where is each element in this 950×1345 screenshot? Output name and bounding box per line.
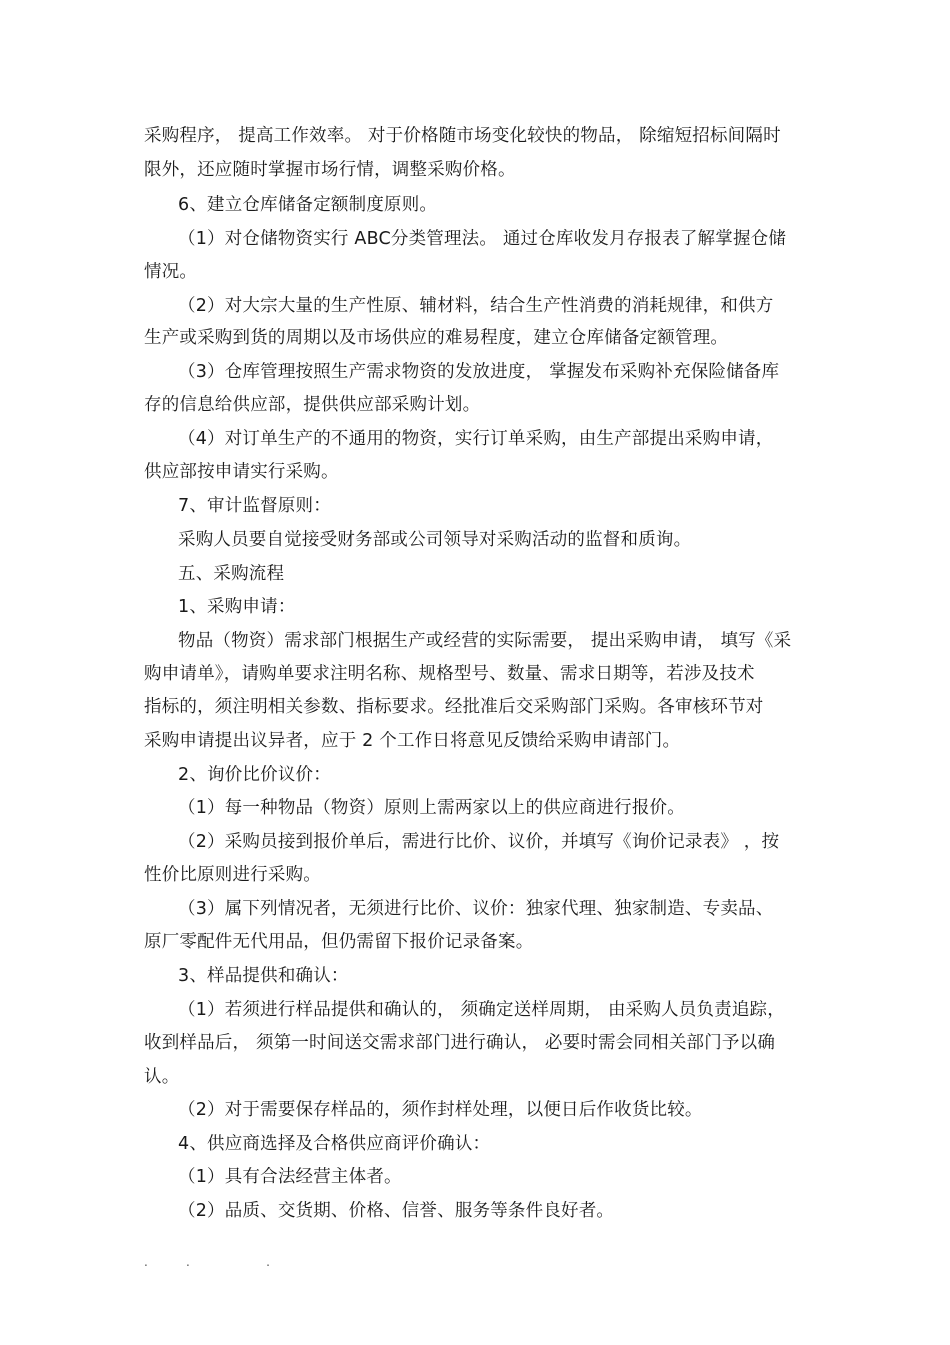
text-line: 存的信息给供应部，提供供应部采购计划。 [144, 395, 481, 415]
text-line: 性价比原则进行采购。 [144, 865, 321, 885]
section-heading: 3、样品提供和确认： [178, 966, 349, 986]
text-line: （2）采购员接到报价单后，需进行比价、议价，并填写《询价记录表》 ，按 [178, 832, 780, 852]
text-line: 生产或采购到货的周期以及市场供应的难易程度，建立仓库储备定额管理。 [144, 328, 729, 348]
text-line: 指标的，须注明相关参数、指标要求。经批准后交采购部门采购。各审核环节对 [144, 697, 764, 717]
text-line: （3）仓库管理按照生产需求物资的发放进度， 掌握发布采购补充保险储备库 [178, 362, 780, 382]
text-line: 情况。 [144, 262, 198, 282]
text-line: 认。 [144, 1067, 180, 1087]
text-line: （2）对于需要保存样品的，须作封样处理，以便日后作收货比较。 [178, 1100, 703, 1120]
section-heading: 2、询价比价议价： [178, 765, 331, 785]
text-line: 供应部按申请实行采购。 [144, 462, 339, 482]
section-heading: 4、供应商选择及合格供应商评价确认： [178, 1134, 491, 1154]
text-line: （1）对仓储物资实行 ABC分类管理法。 通过仓库收发月存报表了解掌握仓储 [178, 229, 787, 249]
text-line: （2）对大宗大量的生产性原、辅材料，结合生产性消费的消耗规律，和供方 [178, 296, 774, 316]
text-line: 原厂零配件无代用品，但仍需留下报价记录备案。 [144, 932, 534, 952]
text-line: （4）对订单生产的不通用的物资，实行订单采购，由生产部提出采购申请， [178, 429, 774, 449]
text-line: 采购程序， 提高工作效率。 对于价格随市场变化较快的物品， 除缩短招标间隔时 [144, 126, 781, 146]
text-line: （1）若须进行样品提供和确认的， 须确定送样周期， 由采购人员负责追踪， [178, 1000, 785, 1020]
text-line: （2）品质、交货期、价格、信誉、服务等条件良好者。 [178, 1201, 615, 1221]
section-heading: 7、审计监督原则： [178, 496, 331, 516]
text-line: 采购人员要自觉接受财务部或公司领导对采购活动的监督和质询。 [178, 530, 692, 550]
text-line: 物品（物资）需求部门根据生产或经营的实际需要， 提出采购申请， 填写《采 [178, 631, 792, 651]
text-line: （3）属下列情况者，无须进行比价、议价：独家代理、独家制造、专卖品、 [178, 899, 774, 919]
text-line: （1）具有合法经营主体者。 [178, 1167, 402, 1187]
text-line: 购申请单》，请购单要求注明名称、规格型号、数量、需求日期等，若涉及技术 [144, 664, 755, 684]
text-line: （1）每一种物品（物资）原则上需两家以上的供应商进行报价。 [178, 798, 685, 818]
text-line: 限外，还应随时掌握市场行情，调整采购价格。 [144, 160, 516, 180]
section-heading: 1、采购申请： [178, 597, 296, 617]
section-heading: 五、采购流程 [178, 564, 285, 584]
text-line: 收到样品后， 须第一时间送交需求部门进行确认， 必要时需会同相关部门予以确 [144, 1033, 776, 1053]
text-line: 采购申请提出议异者，应于 2 个工作日将意见反馈给采购申请部门。 [144, 731, 681, 751]
section-heading: 6、建立仓库储备定额制度原则。 [178, 195, 438, 215]
footer-dots: . . . [144, 1255, 270, 1269]
